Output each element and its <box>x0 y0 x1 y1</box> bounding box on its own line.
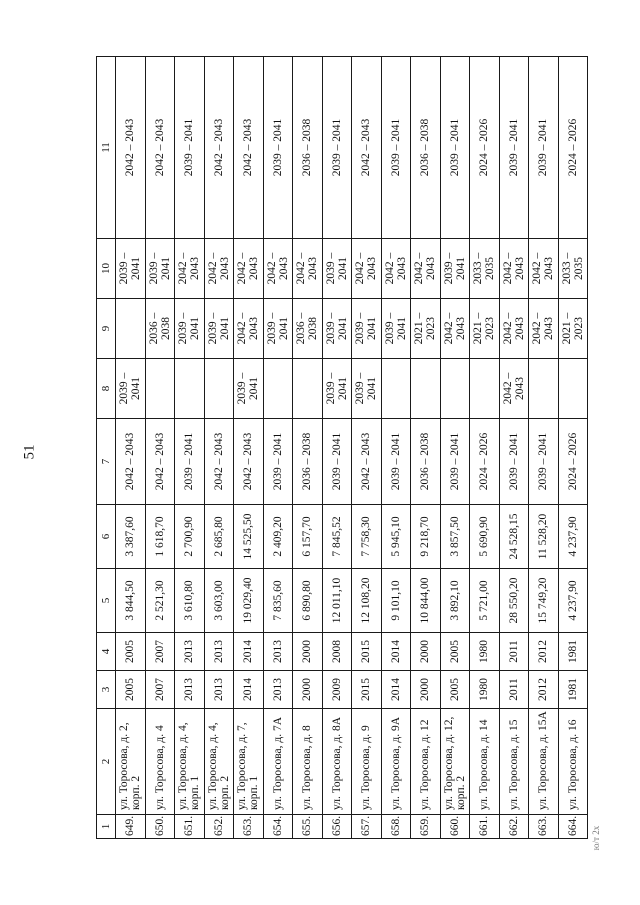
table-row <box>470 57 500 839</box>
table-row <box>263 57 293 839</box>
table-cell: 2012 <box>529 671 559 709</box>
table-cell: 2042 – 2043 <box>411 239 441 299</box>
table-cell: 5 721,00 <box>470 569 500 633</box>
table-cell: 2039 – 2041 <box>352 299 382 359</box>
table-cell: ул. Торосова, д. 8А <box>322 709 352 815</box>
table-cell: 2042 – 2043 <box>381 239 411 299</box>
table-cell: 2000 <box>293 671 323 709</box>
table-cell: 651. <box>175 815 205 839</box>
table-cell: 2024 – 2026 <box>558 419 588 505</box>
table-body <box>116 57 588 839</box>
table-cell: 2039 – 2041 <box>204 299 234 359</box>
table-cell: ул. Торосова, д. 7А <box>263 709 293 815</box>
table-cell: 2013 <box>204 633 234 671</box>
table-cell: 2042 – 2043 <box>293 239 323 299</box>
table-row <box>411 57 441 839</box>
table-cell: 7 758,30 <box>352 505 382 569</box>
table-cell: 3 603,00 <box>204 569 234 633</box>
table-cell: 654. <box>263 815 293 839</box>
table-cell: 2015 <box>352 671 382 709</box>
table-cell: ул. Торосова, д. 12 <box>411 709 441 815</box>
table-cell: 649. <box>116 815 146 839</box>
table-cell: 2036 – 2038 <box>145 299 175 359</box>
table-cell: 11 528,20 <box>529 505 559 569</box>
table-cell: 3 387,60 <box>116 505 146 569</box>
table-cell: 2013 <box>175 633 205 671</box>
table-cell: ул. Торосова, д. 14 <box>470 709 500 815</box>
table-cell: 2014 <box>234 671 264 709</box>
table-row <box>234 57 264 839</box>
table-cell <box>529 359 559 419</box>
table-cell: 664. <box>558 815 588 839</box>
table-cell: 656. <box>322 815 352 839</box>
table-cell: ул. Торосова, д. 16 <box>558 709 588 815</box>
table-cell: 6 157,70 <box>293 505 323 569</box>
table-cell: 2007 <box>145 671 175 709</box>
table-cell: 2042 – 2043 <box>145 419 175 505</box>
table-cell <box>263 359 293 419</box>
table-cell <box>381 359 411 419</box>
table-cell: 2005 <box>440 633 470 671</box>
table-cell: 10 844,00 <box>411 569 441 633</box>
table-cell: 2039 – 2041 <box>381 57 411 239</box>
column-header: 5 <box>97 569 116 633</box>
table-row <box>440 57 470 839</box>
table-cell: 2039 – 2041 <box>381 419 411 505</box>
table-cell: 2 700,90 <box>175 505 205 569</box>
column-header: 4 <box>97 633 116 671</box>
table-cell: 3 892,10 <box>440 569 470 633</box>
table-cell: 9 218,70 <box>411 505 441 569</box>
table-cell: 2042 – 2043 <box>234 239 264 299</box>
table-cell: 2005 <box>440 671 470 709</box>
table-cell: 2042 – 2043 <box>440 299 470 359</box>
table-cell: ул. Торосова, д. 12, корп. 2 <box>440 709 470 815</box>
table-cell: 2013 <box>263 633 293 671</box>
table-cell: 2042 – 2043 <box>499 299 529 359</box>
column-header: 9 <box>97 299 116 359</box>
table-cell: 2042 – 2043 <box>352 419 382 505</box>
table-cell: 2036 – 2038 <box>293 299 323 359</box>
table-cell: 1980 <box>470 633 500 671</box>
table-cell: 2036 – 2038 <box>411 57 441 239</box>
table-cell: 2042 – 2043 <box>529 239 559 299</box>
table-cell <box>411 359 441 419</box>
table-cell: 2013 <box>175 671 205 709</box>
table-cell: 2021 – 2023 <box>558 299 588 359</box>
table-cell: 2011 <box>499 671 529 709</box>
table-cell <box>558 359 588 419</box>
table-row <box>529 57 559 839</box>
table-cell: 2011 <box>499 633 529 671</box>
column-header: 8 <box>97 359 116 419</box>
table-cell: 655. <box>293 815 323 839</box>
table-cell: 2000 <box>411 671 441 709</box>
table-cell: 2039 – 2041 <box>499 57 529 239</box>
table-cell: 2039 – 2041 <box>322 359 352 419</box>
table-cell: 2033 – 2035 <box>558 239 588 299</box>
table-cell: 2013 <box>263 671 293 709</box>
table-cell: 2042 – 2043 <box>234 57 264 239</box>
table-cell: 2014 <box>381 671 411 709</box>
table-cell: 659. <box>411 815 441 839</box>
table-cell: 7 835,60 <box>263 569 293 633</box>
table-cell: 7 845,52 <box>322 505 352 569</box>
table-cell: 2042 – 2043 <box>499 239 529 299</box>
table-cell: 2021 – 2023 <box>411 299 441 359</box>
column-header: 6 <box>97 505 116 569</box>
table-cell: 2007 <box>145 633 175 671</box>
table-row <box>175 57 205 839</box>
table-cell: 2039 – 2041 <box>381 299 411 359</box>
table-cell: 2042 – 2043 <box>529 299 559 359</box>
column-header: 3 <box>97 671 116 709</box>
table-cell: 2000 <box>411 633 441 671</box>
table-cell: 2042 – 2043 <box>234 419 264 505</box>
table-cell: ул. Торосова, д. 4, корп. 2 <box>204 709 234 815</box>
table-cell: 2039 – 2041 <box>263 57 293 239</box>
table-row <box>145 57 175 839</box>
table-cell: 2042 – 2043 <box>116 57 146 239</box>
data-table <box>96 56 588 839</box>
table-cell: 2042 – 2043 <box>204 419 234 505</box>
table-cell: 28 550,20 <box>499 569 529 633</box>
column-header: 2 <box>97 709 116 815</box>
table-cell: 2012 <box>529 633 559 671</box>
table-cell: 2042 – 2043 <box>234 299 264 359</box>
table-cell: 2014 <box>234 633 264 671</box>
table-cell: 2039 – 2041 <box>263 299 293 359</box>
table-cell <box>145 359 175 419</box>
table-cell: 663. <box>529 815 559 839</box>
table-cell: 2 521,30 <box>145 569 175 633</box>
table-cell: 2039 – 2041 <box>529 57 559 239</box>
table-cell: 3 857,50 <box>440 505 470 569</box>
table-cell: 19 029,40 <box>234 569 264 633</box>
table-cell: 2039 – 2041 <box>440 239 470 299</box>
table-row <box>352 57 382 839</box>
table-cell: 2039 – 2041 <box>234 359 264 419</box>
table-cell: 2024 – 2026 <box>470 419 500 505</box>
table-cell: 2005 <box>116 671 146 709</box>
table-cell: 2039 – 2041 <box>322 239 352 299</box>
table-cell: 5 690,90 <box>470 505 500 569</box>
table-cell: 2042 – 2043 <box>145 57 175 239</box>
table-cell <box>293 359 323 419</box>
table-cell: 2033 – 2035 <box>470 239 500 299</box>
table-cell: 2039 – 2041 <box>499 419 529 505</box>
table-cell: 2024 – 2026 <box>470 57 500 239</box>
table-cell: ул. Торосова, д. 2, корп. 2 <box>116 709 146 815</box>
table-cell: 650. <box>145 815 175 839</box>
table-cell: 2039 – 2041 <box>529 419 559 505</box>
table-cell: 657. <box>352 815 382 839</box>
table-cell: 2005 <box>116 633 146 671</box>
table-cell: 2039 – 2041 <box>175 299 205 359</box>
table-cell: 2 685,80 <box>204 505 234 569</box>
table-row <box>322 57 352 839</box>
table-cell: ул. Торосова, д. 4, корп. 1 <box>175 709 205 815</box>
table-cell: 2039 – 2041 <box>116 239 146 299</box>
table-cell: ул. Торосова, д. 15 <box>499 709 529 815</box>
table-cell: 2015 <box>352 633 382 671</box>
table-cell: 2039 – 2041 <box>145 239 175 299</box>
table-cell: 2008 <box>322 633 352 671</box>
table-cell: 1980 <box>470 671 500 709</box>
table-cell: 652. <box>204 815 234 839</box>
table-cell: 2042 – 2043 <box>204 239 234 299</box>
column-header: 1 <box>97 815 116 839</box>
table-cell: 2013 <box>204 671 234 709</box>
column-header: 7 <box>97 419 116 505</box>
table-cell: 661. <box>470 815 500 839</box>
table-cell: 9 101,10 <box>381 569 411 633</box>
table-cell: 2042 – 2043 <box>499 359 529 419</box>
table-cell: 3 610,80 <box>175 569 205 633</box>
table-cell: 14 525,50 <box>234 505 264 569</box>
table-cell: 2039 – 2041 <box>322 57 352 239</box>
table-row <box>499 57 529 839</box>
table-cell: 1981 <box>558 633 588 671</box>
table-cell <box>116 299 146 359</box>
table-cell: 2042 – 2043 <box>352 57 382 239</box>
table-cell: 2042 – 2043 <box>352 239 382 299</box>
footer-mark: ю/т 2х <box>591 825 601 851</box>
table-cell: ул. Торосова, д. 9 <box>352 709 382 815</box>
table-cell: 653. <box>234 815 264 839</box>
table-cell <box>470 359 500 419</box>
table-cell: ул. Торосова, д. 7, корп. 1 <box>234 709 264 815</box>
table-cell: 6 890,80 <box>293 569 323 633</box>
table-cell: 2024 – 2026 <box>558 57 588 239</box>
table-cell: 662. <box>499 815 529 839</box>
table-row <box>293 57 323 839</box>
table-cell: 2039 – 2041 <box>440 419 470 505</box>
table-cell: 2036 – 2038 <box>411 419 441 505</box>
table-cell: 4 237,90 <box>558 505 588 569</box>
table-cell: 658. <box>381 815 411 839</box>
column-header: 11 <box>97 57 116 239</box>
table-cell: 15 749,20 <box>529 569 559 633</box>
table-cell: 12 108,20 <box>352 569 382 633</box>
table-cell: 2036 – 2038 <box>293 419 323 505</box>
table-cell: 1981 <box>558 671 588 709</box>
table-cell: 24 528,15 <box>499 505 529 569</box>
table-row <box>558 57 588 839</box>
table-cell: 1 618,70 <box>145 505 175 569</box>
header-row <box>97 57 116 839</box>
table-cell: 3 844,50 <box>116 569 146 633</box>
table-cell: 2039 – 2041 <box>440 57 470 239</box>
table-cell: 12 011,10 <box>322 569 352 633</box>
table-cell: 2039 – 2041 <box>263 419 293 505</box>
table-cell: 2 409,20 <box>263 505 293 569</box>
table-cell <box>204 359 234 419</box>
table-cell: 2039 – 2041 <box>322 299 352 359</box>
table-cell: 2039 – 2041 <box>116 359 146 419</box>
table-cell: ул. Торосова, д. 8 <box>293 709 323 815</box>
table-cell: 2042 – 2043 <box>204 57 234 239</box>
table-cell: 2042 – 2043 <box>116 419 146 505</box>
table-row <box>204 57 234 839</box>
table-cell: 2042 – 2043 <box>263 239 293 299</box>
table-cell: 2009 <box>322 671 352 709</box>
table-cell: 2039 – 2041 <box>175 57 205 239</box>
table-cell: 660. <box>440 815 470 839</box>
column-header: 10 <box>97 239 116 299</box>
table-cell <box>440 359 470 419</box>
table-cell: ул. Торосова, д. 4 <box>145 709 175 815</box>
table-cell: ул. Торосова, д. 15А <box>529 709 559 815</box>
table-cell: 2039 – 2041 <box>175 419 205 505</box>
table-row <box>381 57 411 839</box>
table-cell: 2036 – 2038 <box>293 57 323 239</box>
table-row <box>116 57 146 839</box>
table-cell: 5 945,10 <box>381 505 411 569</box>
table-cell: ул. Торосова, д. 9А <box>381 709 411 815</box>
table-cell: 2039 – 2041 <box>322 419 352 505</box>
table-cell: 2014 <box>381 633 411 671</box>
page-number: 51 <box>21 444 38 460</box>
table-cell <box>175 359 205 419</box>
table-cell: 2042 – 2043 <box>175 239 205 299</box>
table-cell: 2039 – 2041 <box>352 359 382 419</box>
table-cell: 2021 – 2023 <box>470 299 500 359</box>
table-container <box>96 57 588 839</box>
table-cell: 2000 <box>293 633 323 671</box>
table-cell: 4 237,90 <box>558 569 588 633</box>
